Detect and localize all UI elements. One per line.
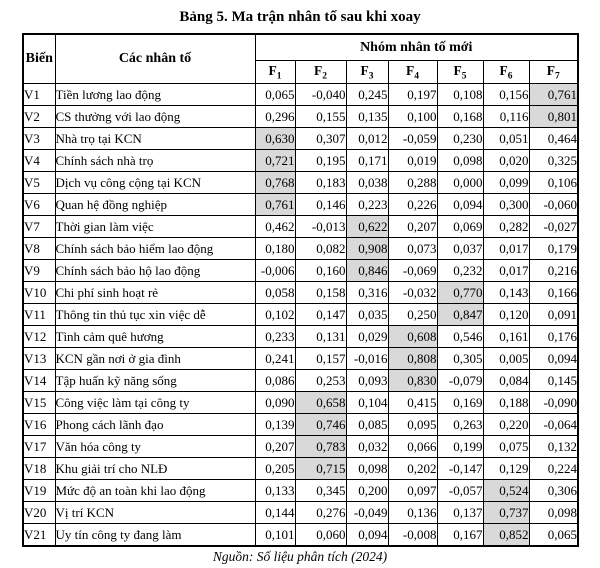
table-row	[23, 282, 578, 304]
loading-value-cell: 0,058	[255, 282, 295, 304]
loading-value-cell: 0,099	[483, 172, 529, 194]
loading-value-cell: 0,761	[529, 84, 578, 106]
loading-value-cell: 0,097	[388, 480, 437, 502]
loading-value-cell: 0,102	[255, 304, 295, 326]
loading-value-cell: 0,224	[529, 458, 578, 480]
table-header	[23, 34, 578, 84]
loading-value-cell: 0,157	[295, 348, 346, 370]
loading-value-cell: 0,073	[388, 238, 437, 260]
loading-value-cell: 0,037	[437, 238, 483, 260]
loading-value-cell: 0,176	[529, 326, 578, 348]
variable-id-cell: V16	[23, 414, 55, 436]
header-nhom-nhan-to-moi: Nhóm nhân tố mới	[255, 34, 578, 61]
loading-value-cell: 0,630	[255, 128, 295, 150]
loading-value-cell: 0,005	[483, 348, 529, 370]
loading-value-cell: 0,263	[437, 414, 483, 436]
loading-value-cell: 0,091	[529, 304, 578, 326]
loading-value-cell: 0,101	[255, 524, 295, 547]
table-row	[23, 326, 578, 348]
variable-id-cell: V19	[23, 480, 55, 502]
loading-value-cell: 0,658	[295, 392, 346, 414]
loading-value-cell: 0,622	[346, 216, 388, 238]
loading-value-cell: 0,202	[388, 458, 437, 480]
loading-value-cell: 0,462	[255, 216, 295, 238]
loading-value-cell: 0,233	[255, 326, 295, 348]
loading-value-cell: -0,079	[437, 370, 483, 392]
loading-value-cell: 0,171	[346, 150, 388, 172]
loading-value-cell: 0,143	[483, 282, 529, 304]
variable-id-cell: V5	[23, 172, 55, 194]
loading-value-cell: 0,205	[255, 458, 295, 480]
loading-value-cell: 0,226	[388, 194, 437, 216]
loading-value-cell: 0,737	[483, 502, 529, 524]
loading-value-cell: 0,715	[295, 458, 346, 480]
variable-id-cell: V15	[23, 392, 55, 414]
variable-id-cell: V9	[23, 260, 55, 282]
factor-name-cell: Chi phí sinh hoạt rẻ	[55, 282, 255, 304]
loading-value-cell: 0,801	[529, 106, 578, 128]
loading-value-cell: -0,057	[437, 480, 483, 502]
loading-value-cell: 0,546	[437, 326, 483, 348]
factor-name-cell: Thời gian làm việc	[55, 216, 255, 238]
variable-id-cell: V18	[23, 458, 55, 480]
factor-name-cell: KCN gần nơi ở gia đình	[55, 348, 255, 370]
loading-value-cell: 0,230	[437, 128, 483, 150]
loading-value-cell: -0,147	[437, 458, 483, 480]
loading-value-cell: 0,029	[346, 326, 388, 348]
variable-id-cell: V4	[23, 150, 55, 172]
loading-value-cell: 0,038	[346, 172, 388, 194]
factor-name-cell: Vị trí KCN	[55, 502, 255, 524]
loading-value-cell: -0,008	[388, 524, 437, 547]
loading-value-cell: 0,131	[295, 326, 346, 348]
factor-name-cell: Nhà trọ tại KCN	[55, 128, 255, 150]
table-row	[23, 128, 578, 150]
loading-value-cell: -0,059	[388, 128, 437, 150]
header-factor-f7: $F_7$	[529, 61, 578, 84]
loading-value-cell: 0,245	[346, 84, 388, 106]
loading-value-cell: 0,156	[483, 84, 529, 106]
factor-name-cell: Khu giải trí cho NLĐ	[55, 458, 255, 480]
loading-value-cell: 0,761	[255, 194, 295, 216]
loading-value-cell: -0,069	[388, 260, 437, 282]
loading-value-cell: 0,223	[346, 194, 388, 216]
variable-id-cell: V21	[23, 524, 55, 547]
loading-value-cell: 0,065	[529, 524, 578, 547]
loading-value-cell: 0,086	[255, 370, 295, 392]
header-factor-f1: $F_1$	[255, 61, 295, 84]
loading-value-cell: 0,183	[295, 172, 346, 194]
loading-value-cell: 0,094	[437, 194, 483, 216]
loading-value-cell: 0,282	[483, 216, 529, 238]
table-row	[23, 304, 578, 326]
loading-value-cell: 0,808	[388, 348, 437, 370]
loading-value-cell: 0,241	[255, 348, 295, 370]
variable-id-cell: V13	[23, 348, 55, 370]
loading-value-cell: 0,017	[483, 238, 529, 260]
loading-value-cell: 0,132	[529, 436, 578, 458]
loading-value-cell: 0,095	[388, 414, 437, 436]
loading-value-cell: 0,608	[388, 326, 437, 348]
factor-name-cell: Chính sách nhà trọ	[55, 150, 255, 172]
loading-value-cell: 0,167	[437, 524, 483, 547]
loading-value-cell: 0,136	[388, 502, 437, 524]
table-body	[23, 84, 578, 547]
loading-value-cell: 0,207	[388, 216, 437, 238]
loading-value-cell: 0,250	[388, 304, 437, 326]
loading-value-cell: 0,197	[388, 84, 437, 106]
loading-value-cell: 0,288	[388, 172, 437, 194]
loading-value-cell: -0,090	[529, 392, 578, 414]
loading-value-cell: 0,524	[483, 480, 529, 502]
loading-value-cell: 0,305	[437, 348, 483, 370]
loading-value-cell: 0,035	[346, 304, 388, 326]
loading-value-cell: 0,020	[483, 150, 529, 172]
loading-value-cell: 0,133	[255, 480, 295, 502]
variable-id-cell: V14	[23, 370, 55, 392]
loading-value-cell: 0,120	[483, 304, 529, 326]
factor-matrix-table	[22, 33, 579, 547]
loading-value-cell: 0,069	[437, 216, 483, 238]
loading-value-cell: 0,307	[295, 128, 346, 150]
loading-value-cell: -0,049	[346, 502, 388, 524]
table-row	[23, 392, 578, 414]
loading-value-cell: 0,145	[529, 370, 578, 392]
factor-name-cell: CS thưởng với lao động	[55, 106, 255, 128]
loading-value-cell: 0,180	[255, 238, 295, 260]
loading-value-cell: 0,179	[529, 238, 578, 260]
loading-value-cell: 0,783	[295, 436, 346, 458]
variable-id-cell: V17	[23, 436, 55, 458]
table-row	[23, 172, 578, 194]
loading-value-cell: 0,908	[346, 238, 388, 260]
loading-value-cell: 0,098	[529, 502, 578, 524]
factor-name-cell: Công việc làm tại công ty	[55, 392, 255, 414]
header-factor-f4: $F_4$	[388, 61, 437, 84]
table-title: Bảng 5. Ma trận nhân tố sau khi xoay	[179, 9, 421, 25]
header-factor-f2: $F_2$	[295, 61, 346, 84]
loading-value-cell: 0,098	[346, 458, 388, 480]
loading-value-cell: 0,155	[295, 106, 346, 128]
loading-value-cell: 0,147	[295, 304, 346, 326]
loading-value-cell: 0,065	[255, 84, 295, 106]
loading-value-cell: 0,012	[346, 128, 388, 150]
loading-value-cell: 0,296	[255, 106, 295, 128]
loading-value-cell: 0,220	[483, 414, 529, 436]
factor-name-cell: Mức độ an toàn khi lao động	[55, 480, 255, 502]
loading-value-cell: 0,158	[295, 282, 346, 304]
loading-value-cell: 0,116	[483, 106, 529, 128]
loading-value-cell: 0,066	[388, 436, 437, 458]
variable-id-cell: V1	[23, 84, 55, 106]
loading-value-cell: 0,276	[295, 502, 346, 524]
loading-value-cell: 0,017	[483, 260, 529, 282]
loading-value-cell: 0,082	[295, 238, 346, 260]
loading-value-cell: -0,032	[388, 282, 437, 304]
loading-value-cell: 0,146	[295, 194, 346, 216]
loading-value-cell: -0,006	[255, 260, 295, 282]
table-row	[23, 150, 578, 172]
factor-name-cell: Thông tin thủ tục xin việc dễ	[55, 304, 255, 326]
table-row	[23, 238, 578, 260]
loading-value-cell: -0,040	[295, 84, 346, 106]
loading-value-cell: 0,232	[437, 260, 483, 282]
loading-value-cell: 0,852	[483, 524, 529, 547]
loading-value-cell: 0,135	[346, 106, 388, 128]
loading-value-cell: 0,200	[346, 480, 388, 502]
loading-value-cell: 0,306	[529, 480, 578, 502]
table-row	[23, 502, 578, 524]
variable-id-cell: V6	[23, 194, 55, 216]
factor-name-cell: Văn hóa công ty	[55, 436, 255, 458]
loading-value-cell: 0,139	[255, 414, 295, 436]
loading-value-cell: 0,075	[483, 436, 529, 458]
header-factor-f5: $F_5$	[437, 61, 483, 84]
loading-value-cell: 0,100	[388, 106, 437, 128]
loading-value-cell: 0,085	[346, 414, 388, 436]
loading-value-cell: 0,770	[437, 282, 483, 304]
table-row	[23, 458, 578, 480]
loading-value-cell: 0,325	[529, 150, 578, 172]
loading-value-cell: 0,188	[483, 392, 529, 414]
loading-value-cell: 0,094	[346, 524, 388, 547]
loading-value-cell: 0,090	[255, 392, 295, 414]
loading-value-cell: 0,094	[529, 348, 578, 370]
loading-value-cell: -0,027	[529, 216, 578, 238]
variable-id-cell: V8	[23, 238, 55, 260]
factor-name-cell: Chính sách bảo hiểm lao động	[55, 238, 255, 260]
loading-value-cell: 0,746	[295, 414, 346, 436]
loading-value-cell: 0,768	[255, 172, 295, 194]
loading-value-cell: 0,019	[388, 150, 437, 172]
loading-value-cell: 0,847	[437, 304, 483, 326]
factor-name-cell: Tập huấn kỹ năng sống	[55, 370, 255, 392]
loading-value-cell: -0,064	[529, 414, 578, 436]
loading-value-cell: 0,345	[295, 480, 346, 502]
loading-value-cell: 0,160	[295, 260, 346, 282]
factor-name-cell: Tiền lương lao động	[55, 84, 255, 106]
table-row	[23, 414, 578, 436]
loading-value-cell: 0,108	[437, 84, 483, 106]
loading-value-cell: 0,000	[437, 172, 483, 194]
header-factor-f6: $F_6$	[483, 61, 529, 84]
variable-id-cell: V3	[23, 128, 55, 150]
table-row	[23, 480, 578, 502]
variable-id-cell: V12	[23, 326, 55, 348]
loading-value-cell: 0,168	[437, 106, 483, 128]
variable-id-cell: V7	[23, 216, 55, 238]
table-row	[23, 84, 578, 106]
loading-value-cell: 0,721	[255, 150, 295, 172]
variable-id-cell: V10	[23, 282, 55, 304]
loading-value-cell: 0,144	[255, 502, 295, 524]
loading-value-cell: 0,169	[437, 392, 483, 414]
table-row	[23, 370, 578, 392]
loading-value-cell: 0,098	[437, 150, 483, 172]
factor-name-cell: Phong cách lãnh đạo	[55, 414, 255, 436]
factor-name-cell: Dịch vụ công cộng tại KCN	[55, 172, 255, 194]
loading-value-cell: 0,415	[388, 392, 437, 414]
loading-value-cell: 0,253	[295, 370, 346, 392]
table-row	[23, 194, 578, 216]
variable-id-cell: V2	[23, 106, 55, 128]
table-row	[23, 260, 578, 282]
loading-value-cell: 0,166	[529, 282, 578, 304]
loading-value-cell: -0,013	[295, 216, 346, 238]
table-row	[23, 436, 578, 458]
loading-value-cell: 0,830	[388, 370, 437, 392]
loading-value-cell: 0,106	[529, 172, 578, 194]
loading-value-cell: 0,846	[346, 260, 388, 282]
header-factor-f3: $F_3$	[346, 61, 388, 84]
loading-value-cell: 0,207	[255, 436, 295, 458]
loading-value-cell: 0,300	[483, 194, 529, 216]
loading-value-cell: -0,060	[529, 194, 578, 216]
factor-name-cell: Tình cảm quê hương	[55, 326, 255, 348]
loading-value-cell: 0,104	[346, 392, 388, 414]
loading-value-cell: -0,016	[346, 348, 388, 370]
loading-value-cell: 0,195	[295, 150, 346, 172]
loading-value-cell: 0,093	[346, 370, 388, 392]
header-bien: Biến	[23, 34, 55, 84]
table-row	[23, 348, 578, 370]
loading-value-cell: 0,137	[437, 502, 483, 524]
variable-id-cell: V20	[23, 502, 55, 524]
loading-value-cell: 0,084	[483, 370, 529, 392]
factor-name-cell: Chính sách bảo hộ lao động	[55, 260, 255, 282]
loading-value-cell: 0,199	[437, 436, 483, 458]
table-row	[23, 106, 578, 128]
factor-name-cell: Quan hệ đồng nghiệp	[55, 194, 255, 216]
loading-value-cell: 0,161	[483, 326, 529, 348]
loading-value-cell: 0,216	[529, 260, 578, 282]
loading-value-cell: 0,032	[346, 436, 388, 458]
loading-value-cell: 0,464	[529, 128, 578, 150]
table-row	[23, 216, 578, 238]
variable-id-cell: V11	[23, 304, 55, 326]
loading-value-cell: 0,316	[346, 282, 388, 304]
header-row-group	[23, 34, 578, 61]
loading-value-cell: 0,129	[483, 458, 529, 480]
source-note: Nguồn: Số liệu phân tích (2024)	[212, 549, 388, 564]
loading-value-cell: 0,051	[483, 128, 529, 150]
loading-value-cell: 0,060	[295, 524, 346, 547]
table-row	[23, 524, 578, 547]
header-cac-nhan-to: Các nhân tố	[55, 34, 255, 84]
factor-name-cell: Uy tín công ty đang làm	[55, 524, 255, 547]
